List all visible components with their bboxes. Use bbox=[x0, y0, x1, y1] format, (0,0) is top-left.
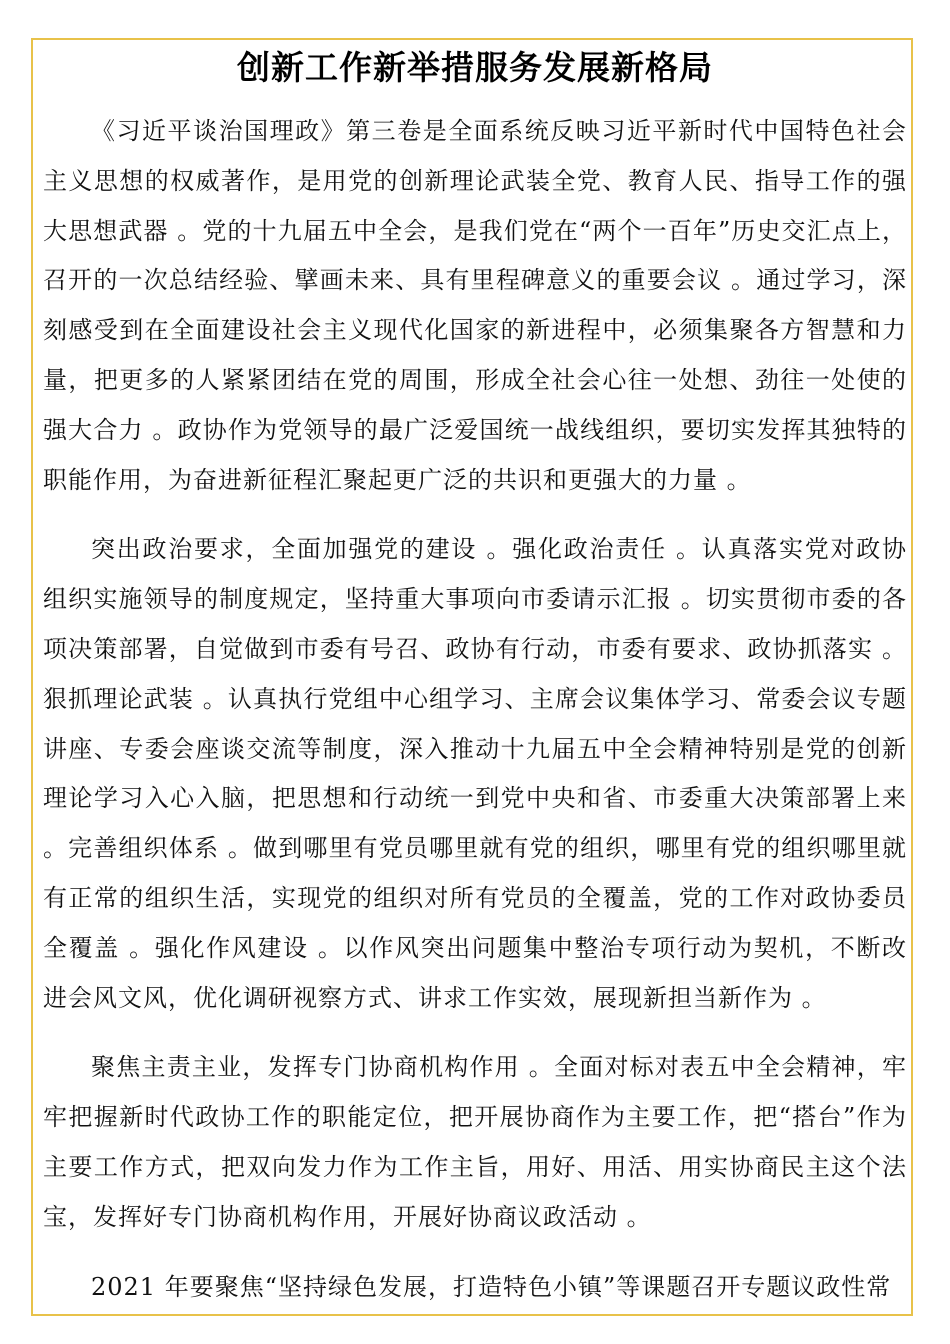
paragraph: 2021 年要聚焦“坚持绿色发展，打造特色小镇”等课题召开专题议政性常 bbox=[91, 1272, 892, 1301]
paragraph: 《习近平谈治国理政》第三卷是全面系统反映习近平新时代中国特色社会主义思想的权威著作，是用党的创新理论武装全党、教育人民、指导工作的强大思想武器 。党的十九届五中全会，是我们党在“两个一百年”历史交汇点上，召开的一次总结经验、擘画未来、具有里程碑意义的重要会议 。通过学习，深刻感受到在全面建设社会主义现代化国家的新进程中，必须集聚各方智慧和力量，把更多的人紧紧团结在党的周围，形成全社会心往一处想、劲往一处使的强大合力 。政协作为党领导的最广泛爱国统一战线组织，要切实发挥其独特的职能作用，为奋进新征程汇聚起更广泛的共识和更强大的力量 。 bbox=[43, 117, 907, 494]
paragraph: 突出政治要求，全面加强党的建设 。强化政治责任 。认真落实党对政协组织实施领导的制度规定，坚持重大事项向市委请示汇报 。切实贯彻市委的各项决策部署，自觉做到市委有号召、政协有行动，市委有要求、政协抓落实 。狠抓理论武装 。认真执行党组中心组学习、主席会议集体学习、常委会议专题讲座、专委会座谈交流等制度，深入推动十九届五中全会精神特别是党的创新理论学习入心入脑，把思想和行动统一到党中央和省、市委重大决策部署上来 。完善组织体系 。做到哪里有党员哪里就有党的组织，哪里有党的组织哪里就有正常的组织生活，实现党的组织对所有党员的全覆盖，党的工作对政协委员全覆盖 。强化作风建设 。以作风突出问题集中整治专项行动为契机，不断改进会风文风，优化调研视察方式、讲求工作实效，展现新担当新作为 。 bbox=[43, 535, 907, 1012]
document-title: 创新工作新举措服务发展新格局 bbox=[237, 48, 713, 87]
paragraph: 聚焦主责主业，发挥专门协商机构作用 。全面对标对表五中全会精神，牢牢把握新时代政协工作的职能定位，把开展协商作为主要工作，把“搭台”作为主要工作方式，把双向发力作为工作主旨，用好、用活、用实协商民主这个法宝，发挥好专门协商机构作用，开展好协商议政活动 。 bbox=[43, 1053, 907, 1231]
document-body bbox=[43, 107, 907, 1332]
